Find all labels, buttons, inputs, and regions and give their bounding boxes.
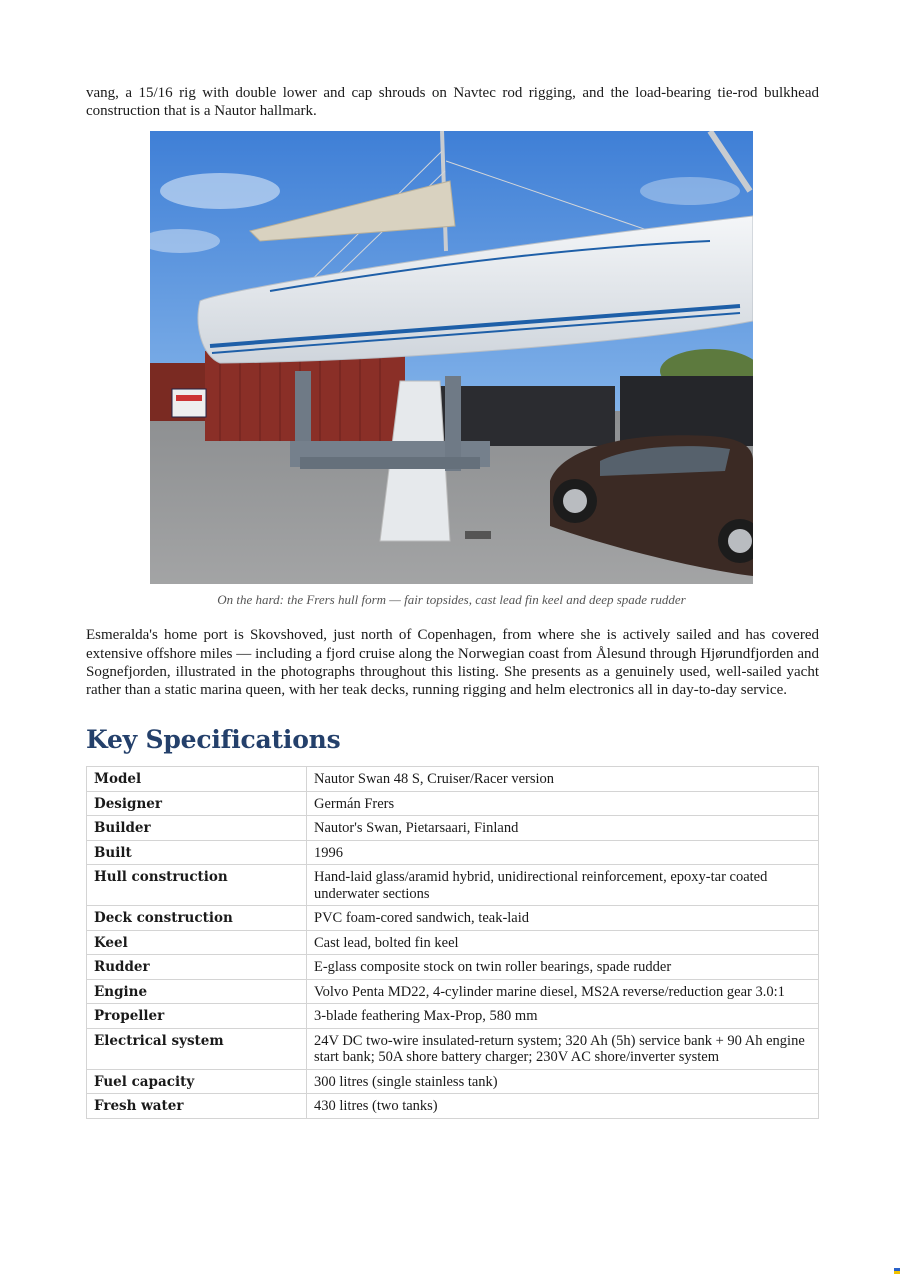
spec-value: E-glass composite stock on twin roller bearings, spade rudder <box>307 955 819 980</box>
body-paragraph: Esmeralda's home port is Skovshoved, just north of Copenhagen, from where she is actively sailed and has covered extensive offshore miles — including a fjord cruise along the Norwegian coast from Ålesund through Hjørundfjorden and Sognefjorden, illustrated in the photographs throughout this listing. She presents as a genuinely used, well-sailed yacht rather than a static marina queen, with her teak decks, running rigging and helm electronics all in day-to-day service. <box>86 627 819 699</box>
corner-logo-icon <box>894 1268 900 1274</box>
spec-label: Deck construction <box>87 906 307 931</box>
spec-label: Designer <box>87 791 307 816</box>
intro-paragraph: vang, a 15/16 rig with double lower and cap shrouds on Navtec rod rigging, and the load-bearing tie-rod bulkhead construction that is a Nautor hallmark. <box>86 85 819 120</box>
spec-value: 24V DC two-wire insulated-return system; 320 Ah (5h) service bank + 90 Ah engine start bank; 50A shore battery charger; 230V AC shore/inverter system <box>307 1028 819 1069</box>
figure-caption: On the hard: the Frers hull form — fair topsides, cast lead fin keel and deep spade rudder <box>217 592 686 608</box>
spec-value: Germán Frers <box>307 791 819 816</box>
spec-value: 3-blade feathering Max-Prop, 580 mm <box>307 1004 819 1029</box>
table-row <box>87 1004 819 1029</box>
table-row <box>87 955 819 980</box>
specifications-table <box>86 766 819 1119</box>
spec-value: Hand-laid glass/aramid hybrid, unidirectional reinforcement, epoxy-tar coated underwater sections <box>307 865 819 906</box>
table-row <box>87 1069 819 1094</box>
spec-value: PVC foam-cored sandwich, teak-laid <box>307 906 819 931</box>
spec-label: Fuel capacity <box>87 1069 307 1094</box>
spec-label: Fresh water <box>87 1094 307 1119</box>
spec-value: 1996 <box>307 840 819 865</box>
spec-label: Built <box>87 840 307 865</box>
spec-label: Engine <box>87 979 307 1004</box>
spec-label: Rudder <box>87 955 307 980</box>
table-row <box>87 865 819 906</box>
spec-value: Cast lead, bolted fin keel <box>307 930 819 955</box>
spec-value: Nautor's Swan, Pietarsaari, Finland <box>307 816 819 841</box>
spec-label: Builder <box>87 816 307 841</box>
spec-value: Nautor Swan 48 S, Cruiser/Racer version <box>307 767 819 792</box>
figure <box>150 131 753 608</box>
spec-label: Model <box>87 767 307 792</box>
spec-label: Electrical system <box>87 1028 307 1069</box>
table-row <box>87 1094 819 1119</box>
spec-value: 430 litres (two tanks) <box>307 1094 819 1119</box>
spec-value: Volvo Penta MD22, 4-cylinder marine diesel, MS2A reverse/reduction gear 3.0:1 <box>307 979 819 1004</box>
spec-value: 300 litres (single stainless tank) <box>307 1069 819 1094</box>
table-row <box>87 906 819 931</box>
document-page <box>86 84 819 1119</box>
table-row <box>87 979 819 1004</box>
table-row <box>87 930 819 955</box>
table-row <box>87 1028 819 1069</box>
table-row <box>87 840 819 865</box>
spec-label: Propeller <box>87 1004 307 1029</box>
table-row <box>87 767 819 792</box>
spec-label: Keel <box>87 930 307 955</box>
section-heading: Key Specifications <box>86 725 341 755</box>
table-row <box>87 791 819 816</box>
spec-label: Hull construction <box>87 865 307 906</box>
table-row <box>87 816 819 841</box>
sailboat-photo <box>150 131 753 584</box>
